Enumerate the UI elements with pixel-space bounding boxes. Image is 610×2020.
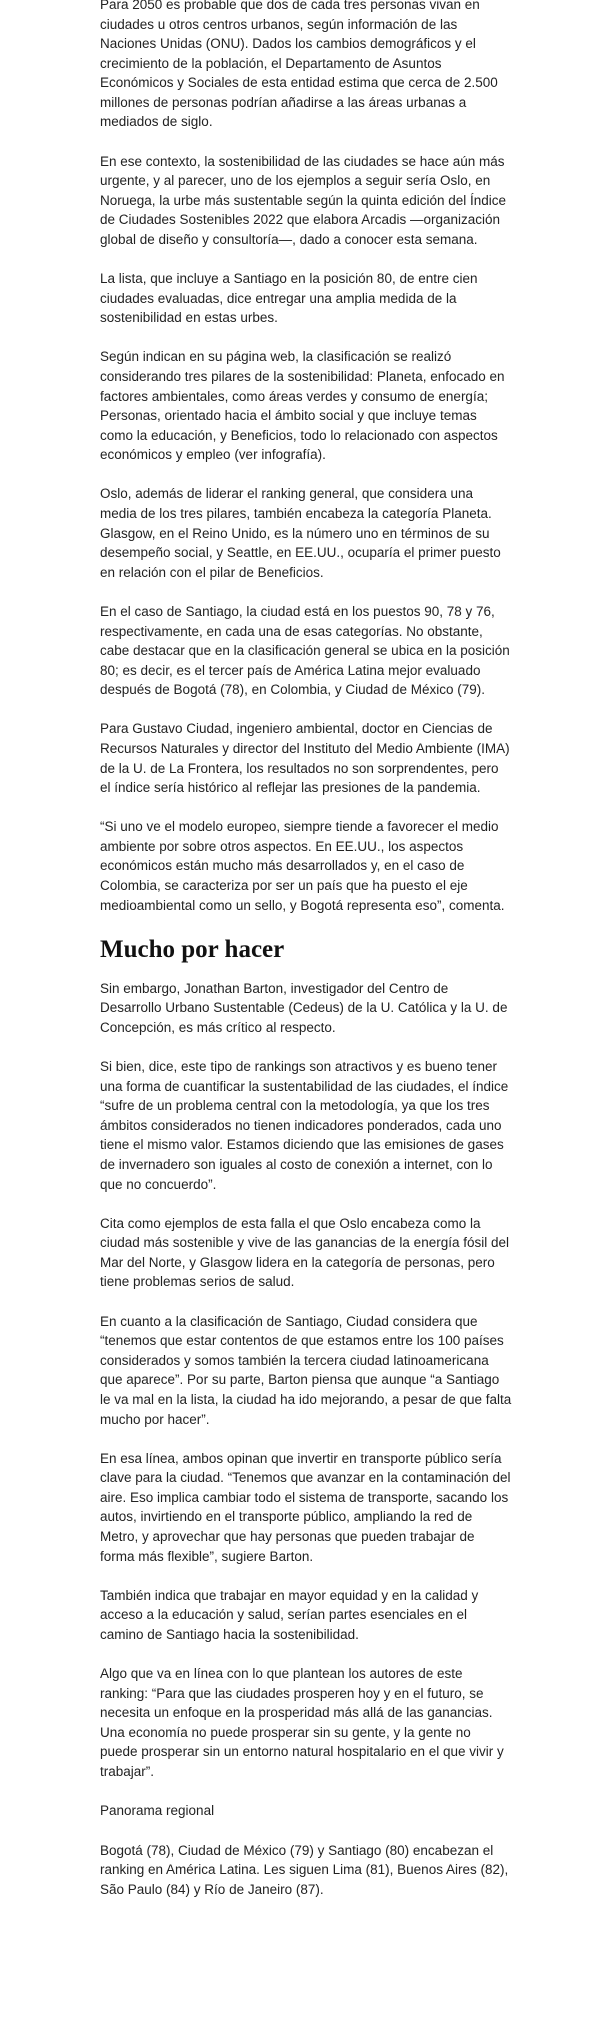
paragraph: La lista, que incluye a Santiago en la posición 80, de entre cien ciudades evaluadas, dice entregar una amplia medida de la sostenibilidad en estas urbes. xyxy=(100,271,478,326)
paragraph: Según indican en su página web, la clasificación se realizó considerando tres pilares de la sostenibilidad: Planeta, enfocado en factores ambientales, como áreas verdes y consumo de energía; Personas, orientado hacia el ámbito social y que incluye temas como la educación, y Beneficios, todo lo relacionado con aspectos económicos y empleo (ver infografía). xyxy=(100,349,505,463)
paragraph: “Si uno ve el modelo europeo, siempre tiende a favorecer el medio ambiente por sobre otros aspectos. En EE.UU., los aspectos económicos están mucho más desarrollados y, en el caso de Colombia, se caracteriza por ser un país que ha puesto el eje medioambiental como un sello, y Bogotá representa eso”, comenta. xyxy=(100,819,505,913)
paragraph: Oslo, además de liderar el ranking general, que considera una media de los tres pilares, también encabeza la categoría Planeta. Glasgow, en el Reino Unido, es la número uno en términos de su desempeño social, y Seattle, en EE.UU., ocuparía el primer puesto en relación con el pilar de Beneficios. xyxy=(100,486,501,580)
paragraph: En esa línea, ambos opinan que invertir en transporte público sería clave para la ciudad. “Tenemos que avanzar en la contaminación del aire. Eso implica cambiar todo el sistema de transporte, sacando los autos, invirtiendo en el transporte público, ampliando la red de Metro, y aprovechar que hay personas que pueden trabajar de forma más flexible”, sugiere Barton. xyxy=(100,1450,511,1564)
paragraph: En cuanto a la clasificación de Santiago, Ciudad considera que “tenemos que estar contentos de que estamos entre los 100 países considerados y somos también la tercera ciudad latinoamericana que aparece”. Por su parte, Barton piensa que aunque “a Santiago le va mal en la lista, la ciudad ha ido mejorando, a pesar de que falta mucho por hacer”. xyxy=(100,1313,512,1427)
paragraph: En el caso de Santiago, la ciudad está en los puestos 90, 78 y 76, respectivamente, en cada una de esas categorías. No obstante, cabe destacar que en la clasificación general se ubica en la posición 80; es decir, es el tercer país de América Latina mejor evaluado después de Bogotá (78), en Colombia, y Ciudad de México (79). xyxy=(100,603,510,698)
paragraph: En ese contexto, la sostenibilidad de las ciudades se hace aún más urgente, y al parecer, uno de los ejemplos a seguir sería Oslo, en Noruega, la urbe más sustentable según la quinta edición del Índice de Ciudades Sostenibles 2022 que elabora Arcadis —organización global de diseño y consultoría—, dado a conocer esta semana. xyxy=(100,153,507,247)
paragraph: Algo que va en línea con lo que plantean los autores de este ranking: “Para que las ciudades prosperen hoy y en el futuro, se necesita un enfoque en la prosperidad más allá de las ganancias. Una economía no puede prosperar sin su gente, y la gente no puede prosperar sin un entorno natural hospitalario en el que vivir y trabajar”. xyxy=(100,1666,504,1779)
paragraph: Sin embargo, Jonathan Barton, investigador del Centro de Desarrollo Urbano Sustentable (Cedeus) de la U. Católica y la U. de Concepción, es más crítico al respecto. xyxy=(100,980,508,1035)
paragraph-label: Panorama regional xyxy=(100,1803,215,1819)
paragraph: Bogotá (78), Ciudad de México (79) y Santiago (80) encabezan el ranking en América Latina. Les siguen Lima (81), Buenos Aires (82), São Paulo (84) y Río de Janeiro (87). xyxy=(100,1842,509,1897)
paragraph: También indica que trabajar en mayor equidad y en la calidad y acceso a la educación y salud, serían partes esenciales en el camino de Santiago hacia la sostenibilidad. xyxy=(100,1587,479,1642)
paragraph: Para Gustavo Ciudad, ingeniero ambiental, doctor en Ciencias de Recursos Naturales y director del Instituto del Medio Ambiente (IMA) de la U. de La Frontera, los resultados no son sorprendentes, pero el índice sería histórico al reflejar las presiones de la pandemia. xyxy=(100,721,510,796)
paragraph: Para 2050 es probable que dos de cada tres personas vivan en ciudades u otros centros urbanos, según información de las Naciones Unidas (ONU). Dados los cambios demográficos y el crecimiento de la población, el Departamento de Asuntos Económicos y Sociales de esta entidad estima que cerca de 2.500 millones de personas podrían añadirse a las áreas urbanas a mediados de siglo. xyxy=(100,0,498,130)
article-body xyxy=(100,0,512,1919)
paragraph: Cita como ejemplos de esta falla el que Oslo encabeza como la ciudad más sostenible y vive de las ganancias de la energía fósil del Mar del Norte, y Glasgow lidera en la categoría de personas, pero tiene problemas serios de salud. xyxy=(100,1215,509,1290)
section-subheading: Mucho por hacer xyxy=(100,935,285,963)
paragraph: Si bien, dice, este tipo de rankings son atractivos y es bueno tener una forma de cuantificar la sustentabilidad de las ciudades, el índice “sufre de un problema central con la metodología, ya que los tres ámbitos considerados no tienen indicadores ponderados, cada uno tiene el mismo valor. Estamos diciendo que las emisiones de gases de invernadero son iguales al costo de conexión a internet, con lo que no concuerdo”. xyxy=(100,1059,509,1192)
